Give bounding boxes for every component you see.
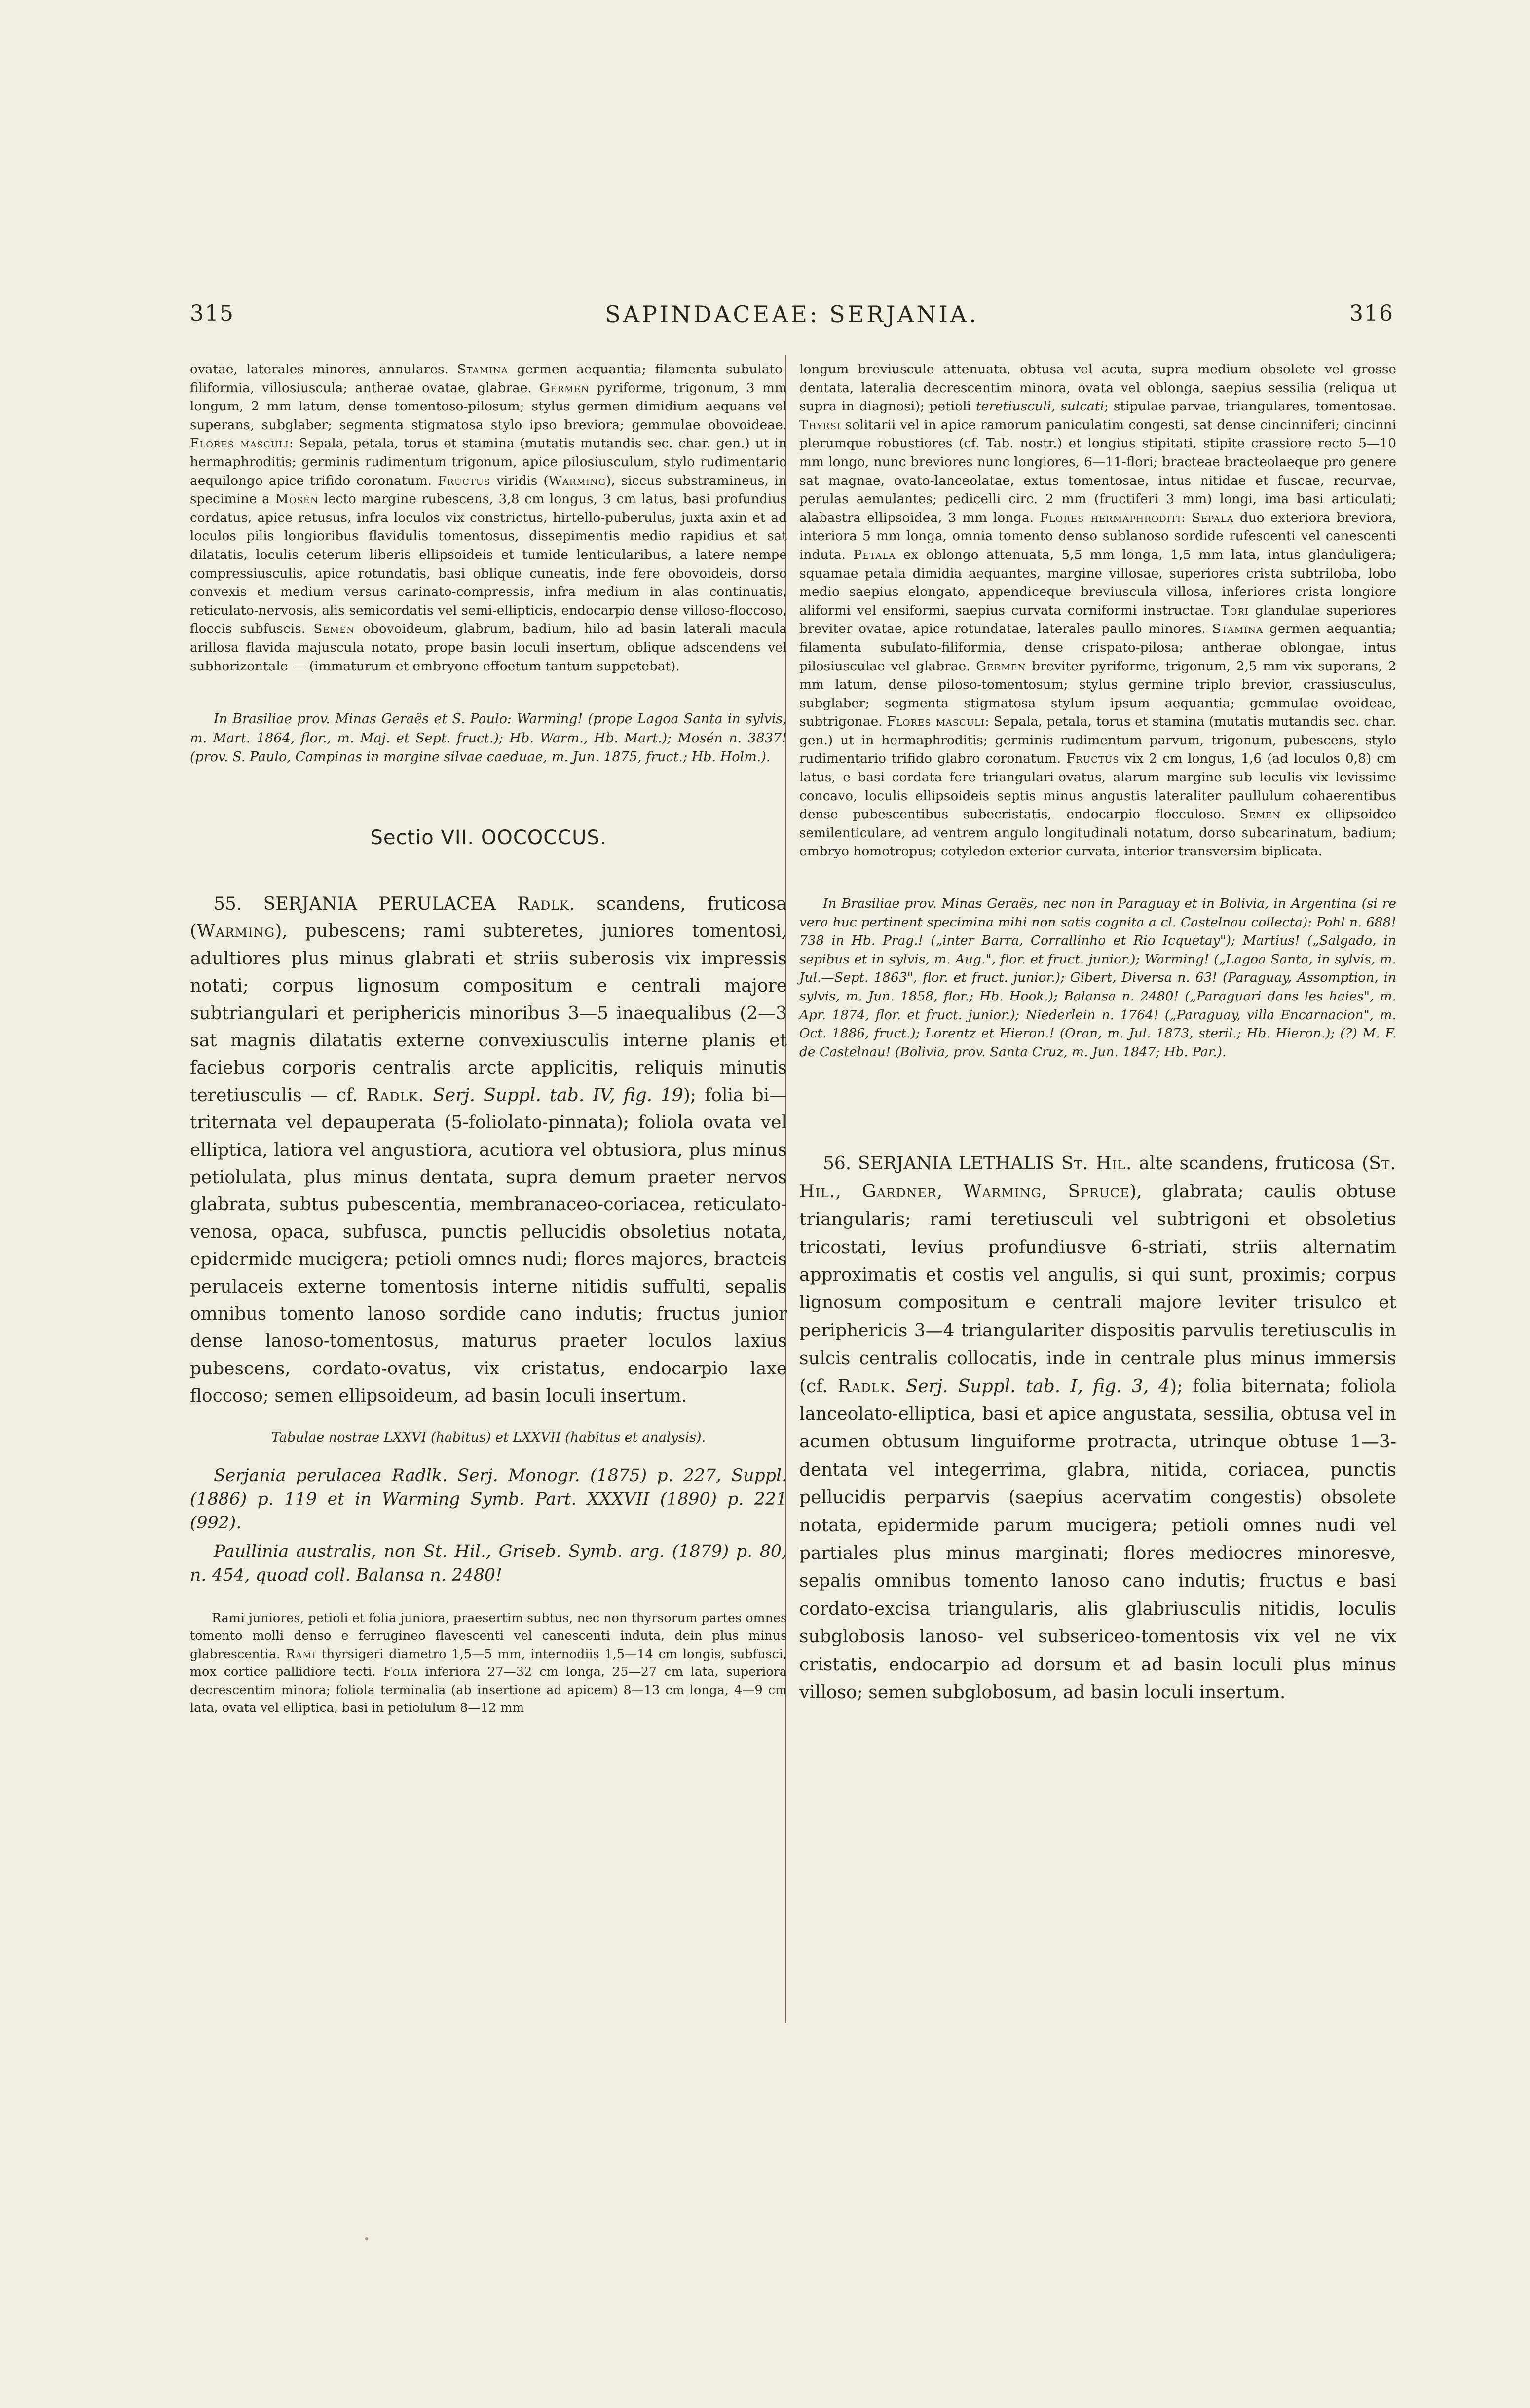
species-54-distribution: In Brasiliae prov. Minas Geraës et S. Paulo: Warming! (prope Lagoa Santa in sylvis, m. Mart. 1864, flor., m. Maj. et Sept. fruct.); Hb. Warm., Hb. Mart.); Mosén n. 3837! (prov. S. Paulo, Campinas in margine silvae caeduae, m. Jun. 1875, fruct.; Hb. Holm.).	[190, 711, 787, 765]
synonym-2: Paullinia australis, non St. Hil., Griseb. Symb. arg. (1879) p. 80, n. 454, quoad coll. Balansa n. 2480!	[190, 1541, 787, 1585]
synonym-1: Serjania perulacea Radlk. Serj. Monogr. (1875) p. 227, Suppl. (1886) p. 119 et in Warming Symb. Part. XXXVII (1890) p. 221 (992).	[190, 1465, 787, 1533]
page-header	[190, 301, 1394, 340]
page-number-right: 316	[1349, 301, 1394, 326]
species-55-distribution: In Brasiliae prov. Minas Geraës, nec non in Paraguay et in Bolivia, in Argentina (si re vera huc pertinent specimina mihi non satis cognita a cl. Castelnau collecta): Pohl n. 688! 738 in Hb. Prag.! („inter Barra, Corrallinho et Rio Icquetay"); Martius! („Salgado, in sepibus et in sylvis, m. Aug.", flor. et fruct. junior.); Warming! („Lagoa Santa, in sylvis, m. Jul.—Sept. 1863", flor. et fruct. junior.); Gibert, Diversa n. 63! (Paraguay, Assomption, in sylvis, m. Jun. 1858, flor.; Hb. Hook.); Balansa n. 2480! („Paraguari dans les haies", m. Apr. 1874, flor. et fruct. junior.); Niederlein n. 1764! („Paraguay, villa Encarnacion", m. Oct. 1886, fruct.); Lorentz et Hieron.! (Oran, m. Jul. 1873, steril.; Hb. Hieron.); (?) M. F. de Castelnau! (Bolivia, prov. Santa Cruz, m. Jun. 1847; Hb. Par.).	[799, 896, 1396, 1060]
species-55-description-continued: longum breviuscule attenuata, obtusa vel acuta, supra medium obsolete vel grosse dentata, lateralia decrescentim minora, ovata vel oblonga, saepius sessilia (reliqua ut supra in diagnosi); petioli teretiusculi, sulcati; stipulae parvae, triangulares, tomentosae. Thyrsi solitarii vel in apice ramorum paniculatim congesti, sat dense cincinniferi; cincinni plerumque robustiores (cf. Tab. nostr.) et longius stipitati, stipite crassiore recto 5—10 mm longo, nunc breviores nunc longiores, 6—11-flori; bracteae bracteolaeque pro genere sat magnae, ovato-lanceolatae, extus tomentosae, intus nitidae et fuscae, recurvae, perulas aemulantes; pedicelli circ. 2 mm (fructiferi 3 mm) longi, ima basi articulati; alabastra ellipsoidea, 3 mm longa. Flores hermaphroditi: Sepala duo exteriora breviora, interiora 5 mm longa, omnia tomento denso sublanoso sordide rufescenti vel canescenti induta. Petala ex oblongo attenuata, 5,5 mm longa, 1,5 mm lata, intus glanduligera; squamae petala dimidia aequantes, margine villosae, superiores crista subtriloba, lobo medio saepius elongato, appendiceque breviuscula villosa, inferiores crista longiore aliformi vel ensiformi, saepius curvata corniformi instructae. Tori glandulae superiores breviter ovatae, apice rotundatae, laterales paullo minores. Stamina germen aequantia; filamenta subulato-filiformia, dense crispato-pilosa; antherae oblongae, intus pilosiusculae vel glabrae. Germen breviter pyriforme, trigonum, 2,5 mm vix superans, 2 mm latum, dense piloso-tomentosum; stylus germine triplo brevior, crassiusculus, subglaber; segmenta stigmatosa stylum ipsum aequantia; gemmulae ovoideae, subtrigonae. Flores masculi: Sepala, petala, torus et stamina (mutatis mutandis sec. char. gen.) ut in hermaphroditis; germinis rudimentum parvum, trigonum, pubescens, stylo rudimentario trifido glabro coronatum. Fructus vix 2 cm longus, 1,6 (ad loculos 0,8) cm latus, e basi cordata fere triangulari-ovatus, alarum margine sub loculis vix levissime concavo, loculis ellipsoideis septis minus angustis lateraliter paullulum cohaerentibus dense pubescentibus subecristatis, endocarpio flocculoso. Semen ex ellipsoideo semilenticulare, ad ventrem angulo longitudinali notatum, dorso subcarinatum, badium; embryo homotropus; cotyledon exterior curvata, interior transversim biplicata.	[799, 362, 1397, 859]
running-title: SAPINDACEAE: SERJANIA.	[605, 301, 979, 328]
plates-reference: Tabulae nostrae LXXVI (habitus) et LXXVII (habitus et analysis).	[271, 1429, 706, 1445]
right-column	[799, 360, 1396, 1707]
page-number-left: 315	[190, 301, 234, 326]
page-speck	[365, 2237, 368, 2240]
species-54-description-continued: ovatae, laterales minores, annulares. Stamina germen aequantia; filamenta subulato-filiformia, villosiuscula; antherae ovatae, glabrae. Germen pyriforme, trigonum, 3 mm longum, 2 mm latum, dense tomentoso-pilosum; stylus germen dimidium aequans vel superans, subglaber; segmenta stigmatosa stylo ipso breviora; gemmulae obovoideae. Flores masculi: Sepala, petala, torus et stamina (mutatis mutandis sec. char. gen.) ut in hermaphroditis; germinis rudimentum trigonum, apice pilosiusculum, stylo rudimentario aequilongo apice trifido coronatum. Fructus viridis (Warming), siccus substramineus, in specimine a Mosén lecto margine rubescens, 3,8 cm longus, 3 cm latus, basi profundius cordatus, apice retusus, infra loculos vix constrictus, hirtello-puberulus, juxta axin et ad loculos pilis longioribus flavidulis tomentosus, dissepimentis medio rapidius et sat dilatatis, loculis ceterum liberis ellipsoideis et tumide lenticularibus, a latere nempe compressiusculis, apice rotundatis, basi oblique cuneatis, inde fere obovoideis, dorso convexis et medium versus carinato-compressis, infra medium in alas continuatis, reticulato-nervosis, alis semicordatis vel semi-ellipticis, endocarpio dense villoso-floccoso, floccis subfuscis. Semen obovoideum, glabrum, badium, hilo ad basin laterali macula arillosa flavida majuscula notato, prope basin loculi insertum, oblique adscendens vel subhorizontale — (immaturum et embryone effoetum tantum suppetebat).	[190, 362, 787, 674]
section-heading: Sectio VII. OOCOCCUS.	[370, 826, 607, 849]
species-55-diagnosis: 55. SERJANIA PERULACEA Radlk. scandens, fruticosa (Warming), pubescens; rami subteretes, juniores tomentosi, adultiores plus minus glabrati et striis suberosis vix impressis notati; corpus lignosum compositum e centrali majore subtriangulari et periphericis minoribus 3—5 inaequalibus (2—3 sat magnis dilatatis externe convexiusculis interne planis et faciebus corporis centralis arcte applicitis, reliquis minutis teretiusculis — cf. Radlk. Serj. Suppl. tab. IV, fig. 19); folia bi—triternata vel depauperata (5-foliolato-pinnata); foliola ovata vel elliptica, latiora vel angustiora, acutiora vel obtusiora, plus minus petiolulata, plus minus dentata, supra demum praeter nervos glabrata, subtus pubescentia, membranaceo-coriacea, reticulato-venosa, opaca, subfusca, punctis pellucidis obsoletius notata, epidermide mucigera; petioli omnes nudi; flores majores, bracteis perulaceis externe tomentosis interne nitidis suffulti, sepalis omnibus tomento lanoso sordide cano indutis; fructus junior dense lanoso-tomentosus, maturus praeter loculos laxius pubescens, cordato-ovatus, vix cristatus, endocarpio laxe floccoso; semen ellipsoideum, ad basin loculi insertum.	[190, 893, 787, 1407]
species-56-diagnosis: 56. SERJANIA LETHALIS St. Hil. alte scandens, fruticosa (St. Hil., Gardner, Warming, Spruce), glabrata; caulis obtuse triangularis; rami teretiusculi vel subtrigoni et obsoletius tricostati, levius profundiusve 6-striati, striis alternatim approximatis et costis vel angulis, si qui sunt, proximis; corpus lignosum compositum e centrali majore leviter trisulco et periphericis 3—4 triangulariter dispositis parvulis teretiusculis in sulcis centralis collocatis, inde in centrale plus minus immersis (cf. Radlk. Serj. Suppl. tab. I, fig. 3, 4); folia biternata; foliola lanceolato-elliptica, basi et apice angustata, sessilia, obtusa vel in acumen obtusum linguiforme protracta, utrinque obtuse 1—3-dentata vel integerrima, glabra, nitida, coriacea, punctis pellucidis perparvis (saepius acervatim congestis) obsolete notata, epidermide parum mucigera; petioli omnes nudi vel partiales plus minus marginati; flores mediocres minoresve, sepalis omnibus tomento lanoso cano indutis; fructus e basi cordato-excisa triangularis, alis glabriusculis nitidis, loculis subglobosis lanoso- vel subsericeo-tomentosis vix vel ne vix cristatis, endocarpio ad dorsum et ad basin loculi plus minus villoso; semen subglobosum, ad basin loculi insertum.	[799, 1153, 1397, 1703]
species-55-description: Rami juniores, petioli et folia juniora, praesertim subtus, nec non thyrsorum partes omnes tomento molli denso e ferrugineo flavescenti vel canescenti induta, dein plus minus glabrescentia. Rami thyrsigeri diametro 1,5—5 mm, internodiis 1,5—14 cm longis, subfusci, mox cortice pallidiore tecti. Folia inferiora 27—32 cm longa, 25—27 cm lata, superiora decrescentim minora; foliola terminalia (ab insertione ad apicem) 8—13 cm longa, 4—9 cm lata, ovata vel elliptica, basi in petiolulum 8—12 mm	[190, 1610, 787, 1715]
left-column	[190, 360, 787, 1717]
